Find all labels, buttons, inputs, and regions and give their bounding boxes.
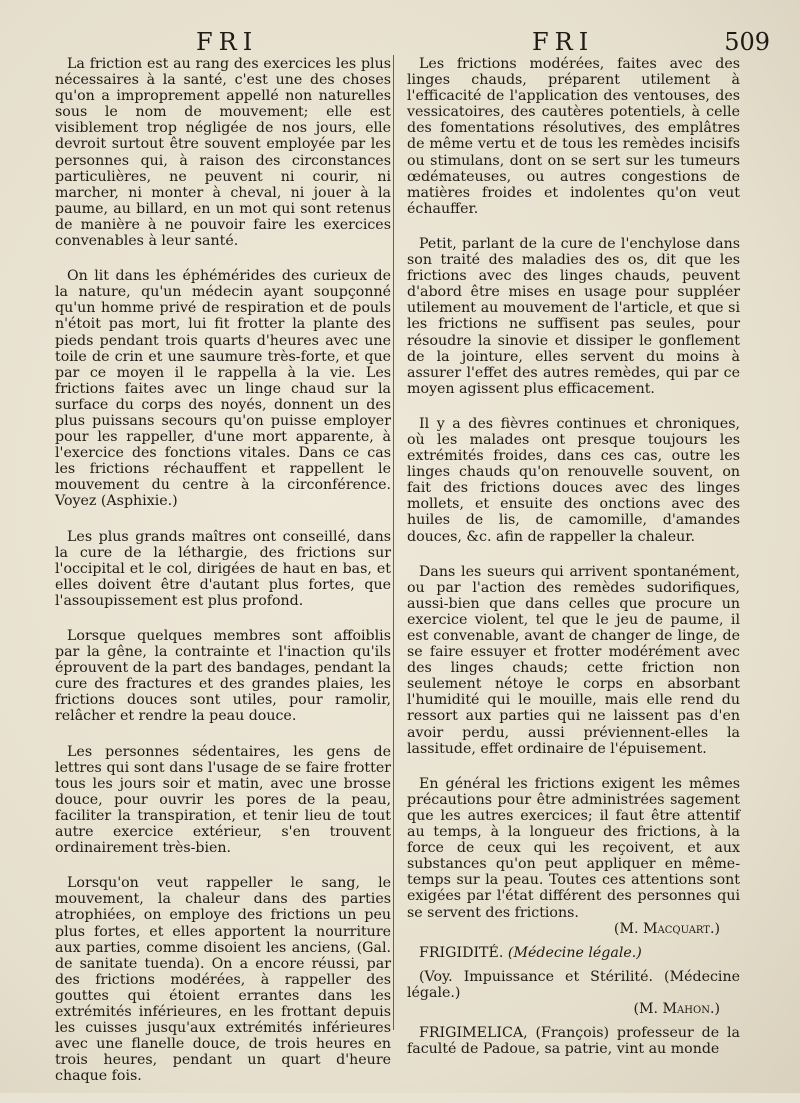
paragraph: Lorsque quelques membres sont affoiblis par la gêne, la contrainte et l'inaction qu'ils éprouvent de la part des bandages, pendant la cure des fractures et des grandes plaies, les frictions douces sont utiles, pour ramolir, relâcher et rendre la peau douce.	[55, 628, 391, 725]
paragraph: Lorsqu'on veut rappeller le sang, le mouvement, la chaleur dans des parties atrophiées, on employe des frictions un peu plus fortes, et elles apportent la nourriture aux parties, comme disoient les anciens, (Gal. de sanitate tuenda). On a encore réussi, par des frictions modérées, à rappeller des gouttes qui étoient errantes dans les extrémités inférieures, en les frottant depuis les cuisses jusqu'aux extrémités inférieures avec une flanelle douce, de trois heures en trois heures, pendant un quart d'heure chaque fois.	[55, 875, 391, 1085]
entry-cross-reference	[407, 969, 740, 1017]
paragraph: Les plus grands maîtres ont conseillé, dans la cure de la léthargie, des frictions sur l'occipital et le col, dirigées de haut en bas, et elles doivent être d'autant plus fortes, que l'assoupissement est plus profond.	[55, 528, 391, 609]
paragraph-text: En général les frictions exigent les mêmes précautions pour être administrées sagement que les autres exercices; il faut être attentif au temps, à la longueur des frictions, à la force de ceux qui les reçoivent, et aux substances qu'on peut appliquer en même-temps sur la peau. Toutes ces attentions sont exigées par l'état différent des personnes qui se servent des frictions.	[407, 775, 740, 921]
entry-field: (Médecine légale.)	[507, 944, 642, 961]
page-number: 509	[724, 28, 770, 56]
running-head-left: FRI	[196, 28, 259, 56]
paragraph: Les personnes sédentaires, les gens de lettres qui sont dans l'usage de se faire frotter tous les jours soir et matin, avec une brosse douce, pour ouvrir les pores de la peau, faciliter la transpiration, et tenir lieu de tout autre exercice extérieur, s'en trouvent ordinairement très-bien.	[55, 743, 391, 857]
paragraph: Il y a des fièvres continues et chroniques, où les malades ont presque toujours les extrémités froides, dans ces cas, outre les linges chauds qu'on renouvelle souvent, on fait des frictions douces avec des linges mollets, et ensuite des onctions avec des huiles de lis, de camomille, d'amandes douces, &c. afin de rappeller la chaleur.	[407, 415, 740, 545]
entry-frigidite	[407, 945, 740, 961]
paragraph: La friction est au rang des exercices les plus nécessaires à la santé, c'est une des choses qu'on a improprement appellé non naturelles sous le nom de mouvement; elle est visiblement trop négligée de nos jours, elle devroit surtout être souvent employée par les personnes qui, à raison des circonstances particulières, ne peuvent ni courir, ni marcher, ni monter à cheval, ni jouer à la paume, au billard, en un mot qui sont retenus de manière à ne pouvoir faire les exercices convenables à leur santé.	[55, 56, 391, 250]
cross-reference-text: (Voy. Impuissance et Stérilité. (Médecine légale.)	[407, 968, 740, 1001]
entry-frigimelica	[407, 1025, 740, 1057]
running-head	[0, 28, 800, 58]
entry-headword: FRIGIDITÉ.	[419, 944, 504, 961]
column-divider	[393, 55, 394, 1030]
paragraph: On lit dans les éphémérides des curieux de la nature, qu'un médecin ayant soupçonné qu'un homme privé de respiration et de pouls n'étoit pas mort, lui fit frotter la plante des pieds pendant trois quarts d'heures avec une toile de crin et une saumure très-forte, et que par ce moyen il le rappella à la vie. Les frictions faites avec un linge chaud sur la surface du corps des noyés, donnent un des plus puissans secours qu'on puisse employer pour les rappeller, d'une mort apparente, à l'exercice des fonctions vitales. Dans ce cas les frictions réchauffent et rappellent le mouvement du centre à la circonférence. Voyez (Asphixie.)	[55, 268, 391, 510]
paragraph: Les frictions modérées, faites avec des linges chauds, préparent utilement à l'efficacité de l'application des ventouses, des vessicatoires, des cautères potentiels, à celle des fomentations résolutives, des emplâtres de même vertu et de tous les remèdes incisifs ou stimulans, dont on se sert sur les tumeurs œdémateuses, ou autres congestions de matières froides et indolentes qu'on veut échauffer.	[407, 56, 740, 217]
paragraph	[407, 776, 740, 937]
author-signature: (M. Mahon.)	[633, 1000, 720, 1017]
paragraph: Dans les sueurs qui arrivent spontanément, ou par l'action des remèdes sudorifiques, aussi-bien que dans celles que procure un exercice violent, tel que le jeu de paume, il est convenable, avant de changer de linge, de se faire essuyer et frotter modérément avec des linges chauds; cette friction non seulement nétoye le corps en absorbant l'humidité qui le mouille, mais elle rend du ressort aux parties qui ne laissent pas d'en avoir perdu, aussi préviennent-elles la lassitude, effet ordinaire de l'épuisement.	[407, 563, 740, 757]
paragraph: Petit, parlant de la cure de l'enchylose dans son traité des maladies des os, dit que les frictions avec des linges chauds, peuvent d'abord être mises en usage pour suppléer utilement au mouvement de l'article, et que si les frictions ne suffisent pas seules, pour résoudre la sinovie et dissiper le gonflement de la jointure, elles servent du moins à assurer l'effet des autres remèdes, qui par ce moyen agissent plus efficacement.	[407, 235, 740, 397]
entry-text: , (François) professeur de la faculté de Padoue, sa patrie, vint au monde	[407, 1025, 740, 1058]
author-signature: (M. Macquart.)	[613, 920, 720, 937]
entry-headword: FRIGIMELICA	[419, 1025, 524, 1042]
right-column	[407, 56, 740, 1065]
running-head-right: FRI	[532, 28, 595, 56]
left-column	[55, 56, 391, 1103]
